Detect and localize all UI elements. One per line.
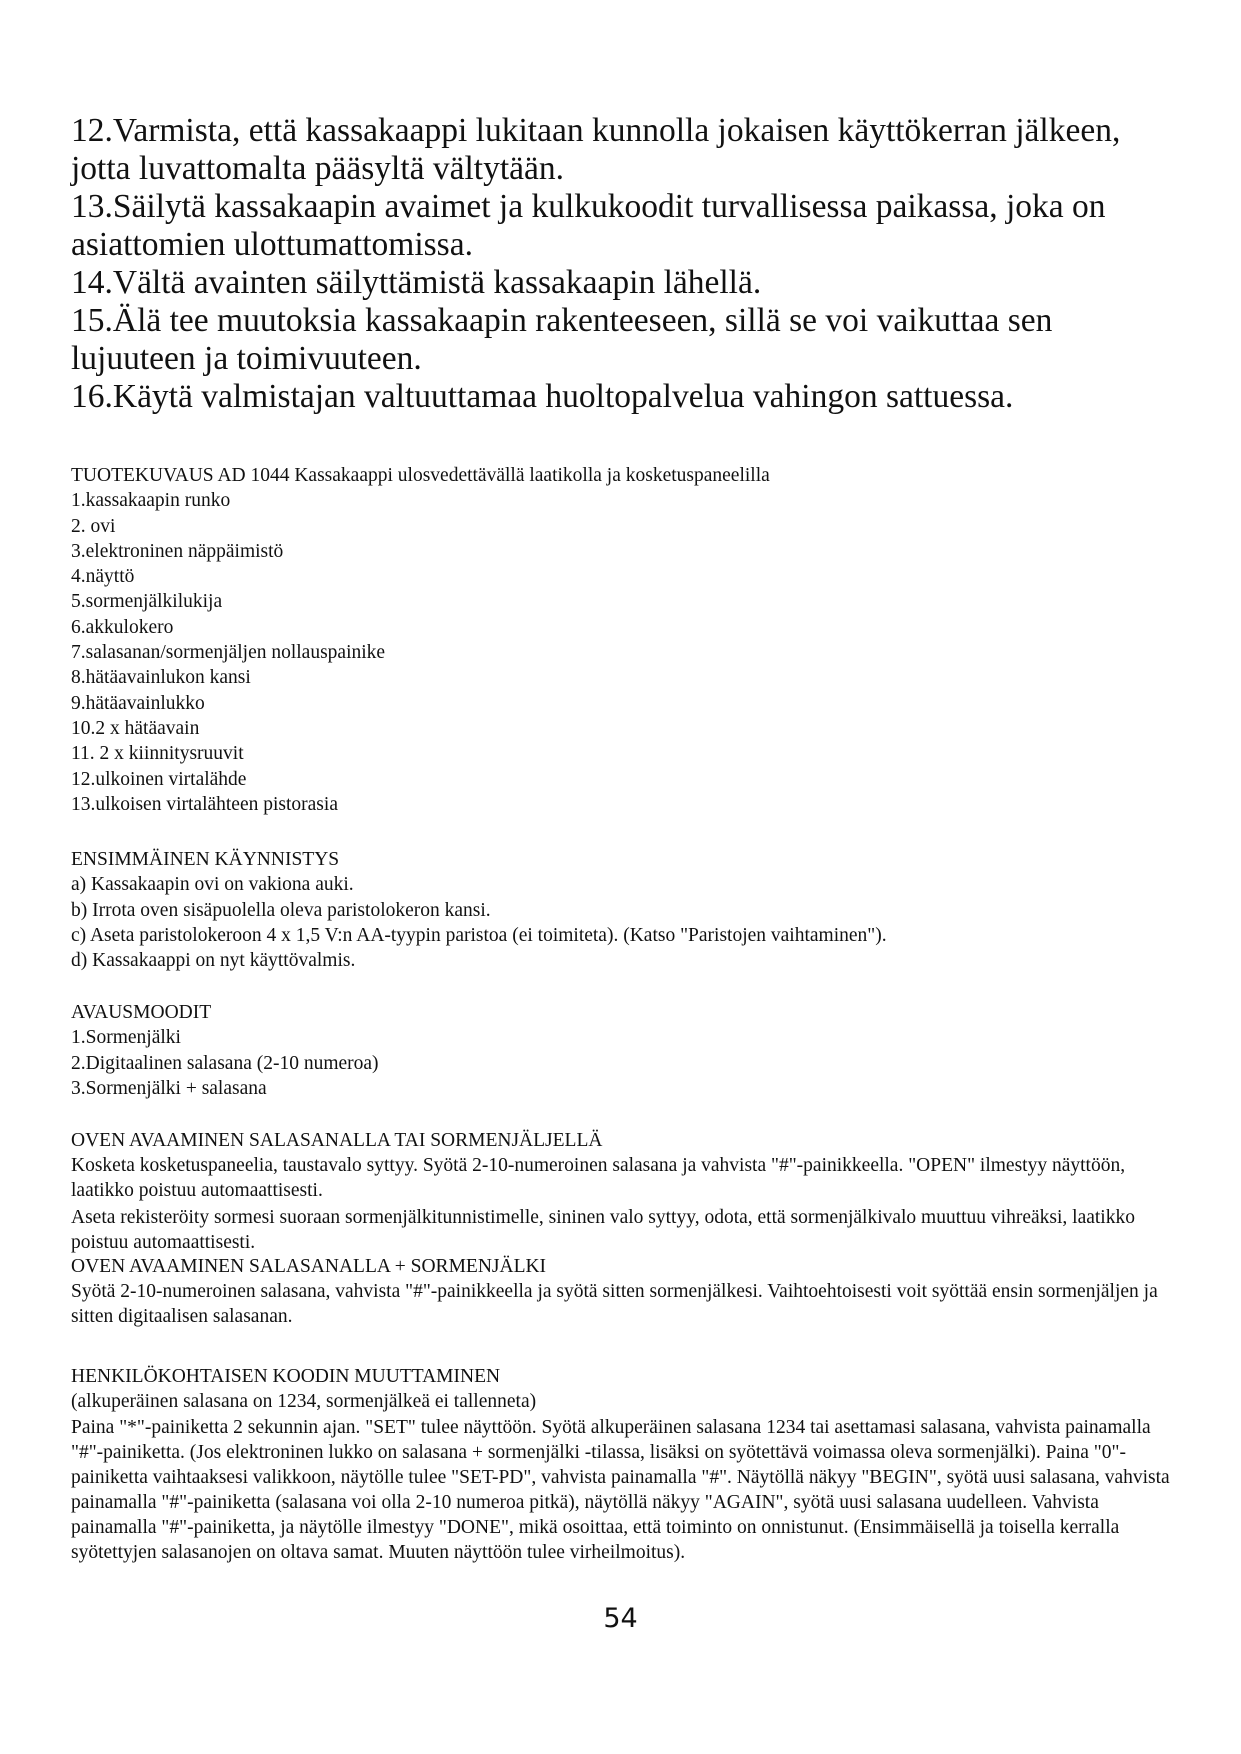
open-pw-and-fp-paragraph: Syötä 2-10-numeroinen salasana, vahvista "#"-painikkeella ja syötä sitten sormenjälkesi. Vaihtoehtoisesti voit syöttää ensin sormenjäljen ja sitten digitaalisen salasanan. xyxy=(71,1281,1158,1328)
change-code-section xyxy=(71,1364,1171,1565)
product-heading: TUOTEKUVAUS AD 1044 Kassakaappi ulosvedettävällä laatikolla ja kosketuspaneelilla xyxy=(71,465,770,486)
product-part: 4.näyttö xyxy=(71,566,135,588)
product-part: 7.salasanan/sormenjäljen nollauspainike xyxy=(71,642,386,664)
first-start-step: a) Kassakaapin ovi on vakiona auki. xyxy=(71,874,354,896)
open-fp-paragraph: Aseta rekisteröity sormesi suoraan sormenjälkitunnistimelle, sininen valo syttyy, odota, että sormenjälkivalo muuttuu vihreäksi, laatikko poistuu automaattisesti. xyxy=(71,1207,1135,1254)
opening-modes-heading: AVAUSMOODIT xyxy=(71,1002,212,1023)
product-part: 2. ovi xyxy=(71,515,116,537)
product-part: 11. 2 x kiinnitysruuvit xyxy=(71,743,244,765)
open-pw-paragraph: Kosketa kosketuspaneelia, taustavalo syttyy. Syötä 2-10-numeroinen salasana ja vahvista "#"-painikkeella. "OPEN" ilmestyy näyttöön, laatikko poistuu automaattisesti. xyxy=(71,1155,1126,1202)
safety-item-13: 13.Säilytä kassakaapin avaimet ja kulkukoodit turvallisessa paikassa, joka on asiattomien ulottumattomissa. xyxy=(71,188,1106,263)
product-part: 3.elektroninen näppäimistö xyxy=(71,540,284,562)
first-start-section xyxy=(71,847,1171,973)
safety-item-14: 14.Vältä avainten säilyttämistä kassakaapin lähellä. xyxy=(71,264,762,301)
product-part: 13.ulkoisen virtalähteen pistorasia xyxy=(71,793,338,815)
open-pw-and-fp-heading: OVEN AVAAMINEN SALASANALLA + SORMENJÄLKI xyxy=(71,1256,547,1277)
first-start-step: d) Kassakaappi on nyt käyttövalmis. xyxy=(71,950,356,972)
product-part: 5.sormenjälkilukija xyxy=(71,591,223,613)
first-start-heading: ENSIMMÄINEN KÄYNNISTYS xyxy=(71,849,340,870)
opening-modes-section xyxy=(71,1000,1171,1101)
opening-mode: 3.Sormenjälki + salasana xyxy=(71,1077,267,1099)
product-part: 8.hätäavainlukon kansi xyxy=(71,667,251,689)
product-part: 9.hätäavainlukko xyxy=(71,692,205,714)
page-number: 54 xyxy=(603,1603,638,1634)
product-part: 1.kassakaapin runko xyxy=(71,490,231,512)
open-password-and-fingerprint-section xyxy=(71,1254,1171,1329)
safety-instructions xyxy=(71,112,1171,416)
first-start-step: b) Irrota oven sisäpuolella oleva paristolokeron kansi. xyxy=(71,899,491,921)
change-code-paragraph: Paina "*"-painiketta 2 sekunnin ajan. "SET" tulee näyttöön. Syötä alkuperäinen salasana 1234 tai asettamasi salasana, vahvista painamalla "#"-painiketta. (Jos elektroninen lukko on salasana + sormenjälki -tilassa, lisäksi on syötettävä voimassa oleva sormenjälki). Paina "0"-painiketta vaihtaaksesi valikkoon, näytölle tulee "SET-PD", vahvista painamalla "#". Näytöllä näkyy "BEGIN", syötä uusi salasana, vahvista painamalla "#"-painiketta (salasana voi olla 2-10 numeroa pitkä), näytöllä näkyy "AGAIN", syötä uusi salasana uudelleen. Vahvista painamalla "#"-painiketta, ja näytölle ilmestyy "DONE", mikä osoittaa, että toiminto on onnistunut. (Ensimmäisellä ja toisella kerralla syötettyjen salasanojen on oltava samat. Muuten näyttöön tulee virheilmoitus). xyxy=(71,1416,1170,1563)
change-code-heading: HENKILÖKOHTAISEN KOODIN MUUTTAMINEN xyxy=(71,1366,501,1387)
change-code-subheading: (alkuperäinen salasana on 1234, sormenjälkeä ei tallenneta) xyxy=(71,1391,537,1413)
opening-mode: 2.Digitaalinen salasana (2-10 numeroa) xyxy=(71,1052,379,1074)
first-start-step: c) Aseta paristolokeroon 4 x 1,5 V:n AA-tyypin paristoa (ei toimiteta). (Katso "Paristojen vaihtaminen"). xyxy=(71,924,887,946)
product-description xyxy=(71,463,1171,817)
product-part: 6.akkulokero xyxy=(71,616,174,638)
open-pw-or-fp-heading: OVEN AVAAMINEN SALASANALLA TAI SORMENJÄLJELLÄ xyxy=(71,1130,603,1151)
product-part: 10.2 x hätäavain xyxy=(71,717,200,739)
safety-item-15: 15.Älä tee muutoksia kassakaapin rakenteeseen, sillä se voi vaikuttaa sen lujuuteen ja toimivuuteen. xyxy=(71,302,1053,377)
product-part: 12.ulkoinen virtalähde xyxy=(71,768,247,790)
safety-item-16: 16.Käytä valmistajan valtuuttamaa huoltopalvelua vahingon sattuessa. xyxy=(71,378,1014,415)
safety-item-12: 12.Varmista, että kassakaappi lukitaan kunnolla jokaisen käyttökerran jälkeen, jotta luvattomalta pääsyltä vältytään. xyxy=(71,112,1121,187)
opening-mode: 1.Sormenjälki xyxy=(71,1027,181,1049)
open-password-or-fingerprint-section xyxy=(71,1128,1171,1255)
